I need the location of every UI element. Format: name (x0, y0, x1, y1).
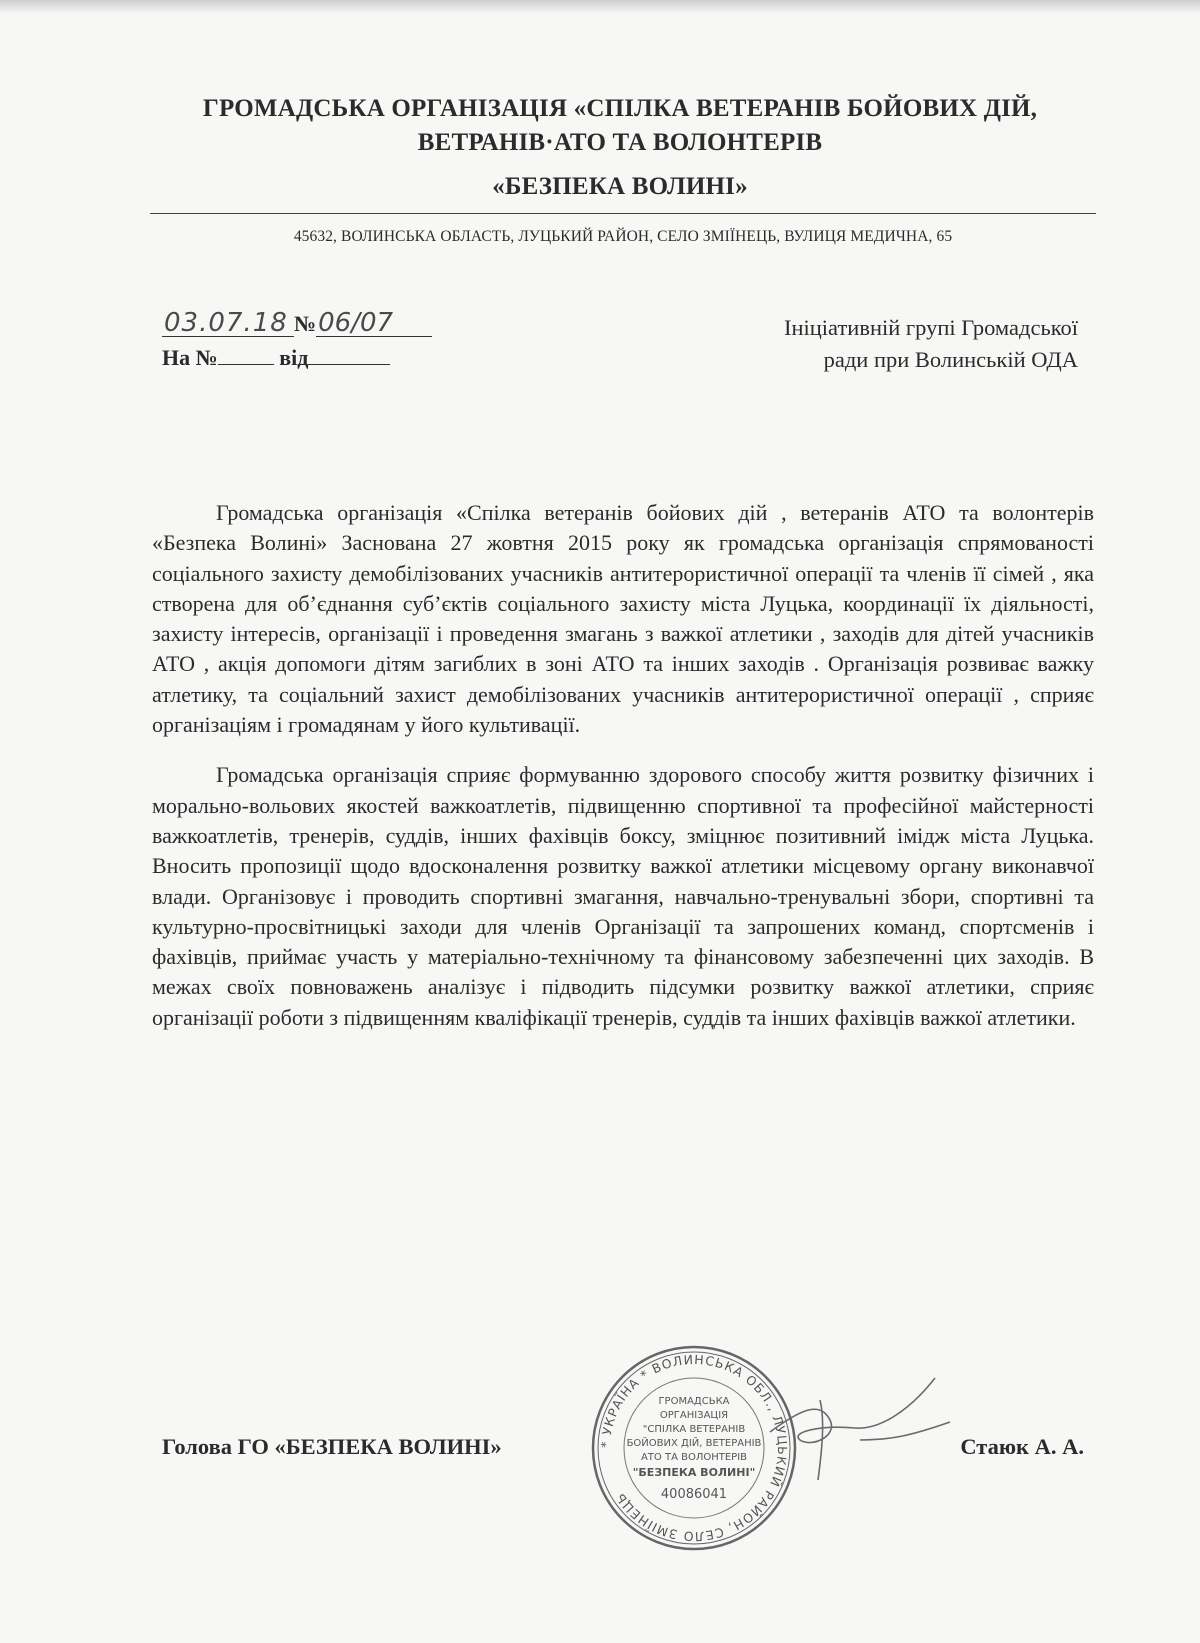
letterhead-divider (150, 213, 1096, 214)
reference-number-blank (218, 344, 274, 365)
stamp-code: 40086041 (660, 1487, 728, 1502)
svg-text:ОРГАНІЗАЦІЯ: ОРГАНІЗАЦІЯ (659, 1410, 729, 1421)
outgoing-number: 06/07 (316, 310, 432, 337)
body-paragraph: Громадська організація сприяє формуванню здорового способу життя розвитку фізичних і морально-вольових якостей важкоатлетів, підвищенню спортивної та професійної майстерності важкоатлетів, тренерів, суддів, інших фахівців боксу, зміцнює позитивний імідж міста Луцька. Вносить пропозиції щодо вдосконалення розвитку важкої атлетики місцевому органу виконавчої влади. Організовує і проводить спортивні змагання, навчально-тренувальні збори, спортивні та культурно-просвітницькі заходи для членів Організації та запрошених команд, спортсменів і фахівців, приймає участь у матеріально-технічному та фінансовому забезпеченні цих заходів. В межах своїх повноважень аналізує і підводить підсумки розвитку важкої атлетики, сприяє організації роботи з підвищенням кваліфікації тренерів, суддів та інших фахівців важкої атлетики. (152, 762, 1094, 1030)
letterhead (150, 92, 1090, 204)
recipient-line-1: Ініціативній групі Громадської (783, 315, 1078, 340)
stamp-outer-text: * УКРАЇНА * ВОЛИНСЬКА ОБЛ., ЛУЦЬКИЙ РАЙОН, СЕЛО ЗМІЇНЕЦЬ (597, 1351, 791, 1545)
svg-text:БОЙОВИХ ДІЙ, ВЕТЕРАНІВ: БОЙОВИХ ДІЙ, ВЕТЕРАНІВ (626, 1438, 762, 1449)
svg-text:АТО ТА ВОЛОНТЕРІВ: АТО ТА ВОЛОНТЕРІВ (640, 1452, 748, 1463)
letter-body (152, 498, 1094, 1033)
svg-text:ГРОМАДСЬКА: ГРОМАДСЬКА (658, 1396, 730, 1407)
body-paragraph: Громадська організація «Спілка ветеранів бойових дій , ветеранів АТО та волонтерів «Безпека Волині» Заснована 27 жовтня 2015 року як громадська організація спрямованості соціального захисту демобілізованих учасників антитерористичної операції та членів її сімей , яка створена для об’єднання суб’єктів соціального захисту міста Луцька, координації їх діяльності, захисту інтересів, організації і проведення змагань з важкої атлетики , заходів для дітей учасників АТО , акція допомоги дітям загиблих в зоні АТО та інших заходів . Організація розвиває важку атлетику, та соціальний захист демобілізованих учасників антитерористичної операції , сприяє організаціям і громадянам у його культивації. (152, 500, 1094, 738)
reference-label: На № (162, 345, 218, 370)
svg-text:"БЕЗПЕКА ВОЛИНІ": "БЕЗПЕКА ВОЛИНІ" (632, 1466, 756, 1479)
recipient-block (784, 312, 1078, 376)
reference-date-blank (308, 344, 390, 365)
org-address: 45632, ВОЛИНСЬКА ОБЛАСТЬ, ЛУЦЬКИЙ РАЙОН, СЕЛО ЗМІЇНЕЦЬ, ВУЛИЦЯ МЕДИЧНА, 65 (293, 228, 953, 245)
official-stamp (588, 1342, 800, 1554)
letterhead-org-name: «БЕЗПЕКА ВОЛИНІ» (492, 173, 748, 200)
scan-edge-shadow (0, 0, 1200, 14)
signatory-name: Стаюк А. А. (960, 1434, 1084, 1459)
letterhead-line-2: ВЕТРАНІВ·АТО ТА ВОЛОНТЕРІВ (417, 129, 823, 156)
svg-text:"СПІЛКА ВЕТЕРАНІВ: "СПІЛКА ВЕТЕРАНІВ (642, 1424, 746, 1435)
outgoing-date: 03.07.18 (162, 310, 294, 337)
number-label: № (294, 311, 317, 336)
signatory-position: Голова ГО «БЕЗПЕКА ВОЛИНІ» (162, 1434, 502, 1459)
registration-block (162, 310, 432, 371)
from-label: від (279, 345, 309, 370)
letterhead-line-1: ГРОМАДСЬКА ОРГАНІЗАЦІЯ «СПІЛКА ВЕТЕРАНІВ БОЙОВИХ ДІЙ, (202, 95, 1038, 122)
recipient-line-2: ради при Волинській ОДА (823, 347, 1078, 372)
